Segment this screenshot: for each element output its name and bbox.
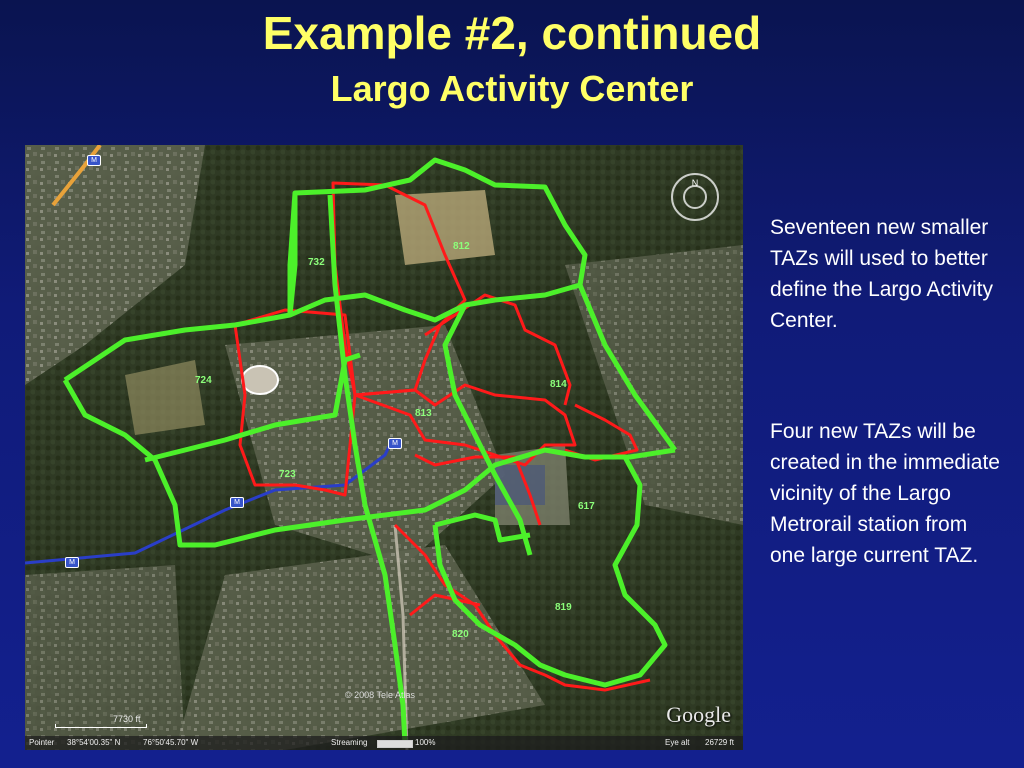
metro-shield-icon: M [87,155,101,166]
scale-label: 7730 ft [113,714,141,724]
eye-alt-label: Eye alt [665,738,690,747]
taz-label-814: 814 [550,379,567,390]
taz-label-732: 732 [308,257,325,268]
body-paragraph-2: Four new TAZs will be created in the immediate vicinity of the Largo Metrorail station from one large current TAZ. [770,420,1000,567]
streaming-progress-bar [377,740,413,748]
streaming-label: Streaming [331,738,368,747]
map-canvas [25,145,743,750]
taz-label-812: 812 [453,241,470,252]
pointer-latitude: 38°54'00.35" N [67,738,121,747]
taz-label-723: 723 [279,469,296,480]
satellite-map[interactable] [25,145,743,750]
eye-alt-value: 26729 ft [705,738,734,747]
google-logo: Google [666,702,731,727]
taz-label-820: 820 [452,629,469,640]
pointer-label: Pointer [29,738,55,747]
streaming-percent: 100% [415,738,436,747]
metro-shield-icon: M [65,557,79,568]
scale-bar [55,724,147,728]
map-status-bar [25,736,743,750]
taz-label-819: 819 [555,602,572,613]
stadium [242,366,278,394]
taz-label-813: 813 [415,408,432,419]
streaming-progress-fill [378,741,412,747]
slide-subtitle: Largo Activity Center [330,68,694,109]
taz-label-724: 724 [195,375,212,386]
map-copyright: © 2008 Tele Atlas [345,690,416,700]
compass-north-label: N [691,178,699,188]
metro-shield-icon: M [388,438,402,449]
slide-title: Example #2, continued [262,7,762,59]
taz-label-617: 617 [578,501,595,512]
compass-ring [683,185,707,209]
body-paragraph-1: Seventeen new smaller TAZs will used to better define the Largo Activity Center. [770,216,993,332]
metro-shield-icon: M [230,497,244,508]
compass-icon[interactable] [671,173,719,221]
urban-area-southwest [25,565,185,750]
pointer-longitude: 76°50'45.70" W [143,738,199,747]
